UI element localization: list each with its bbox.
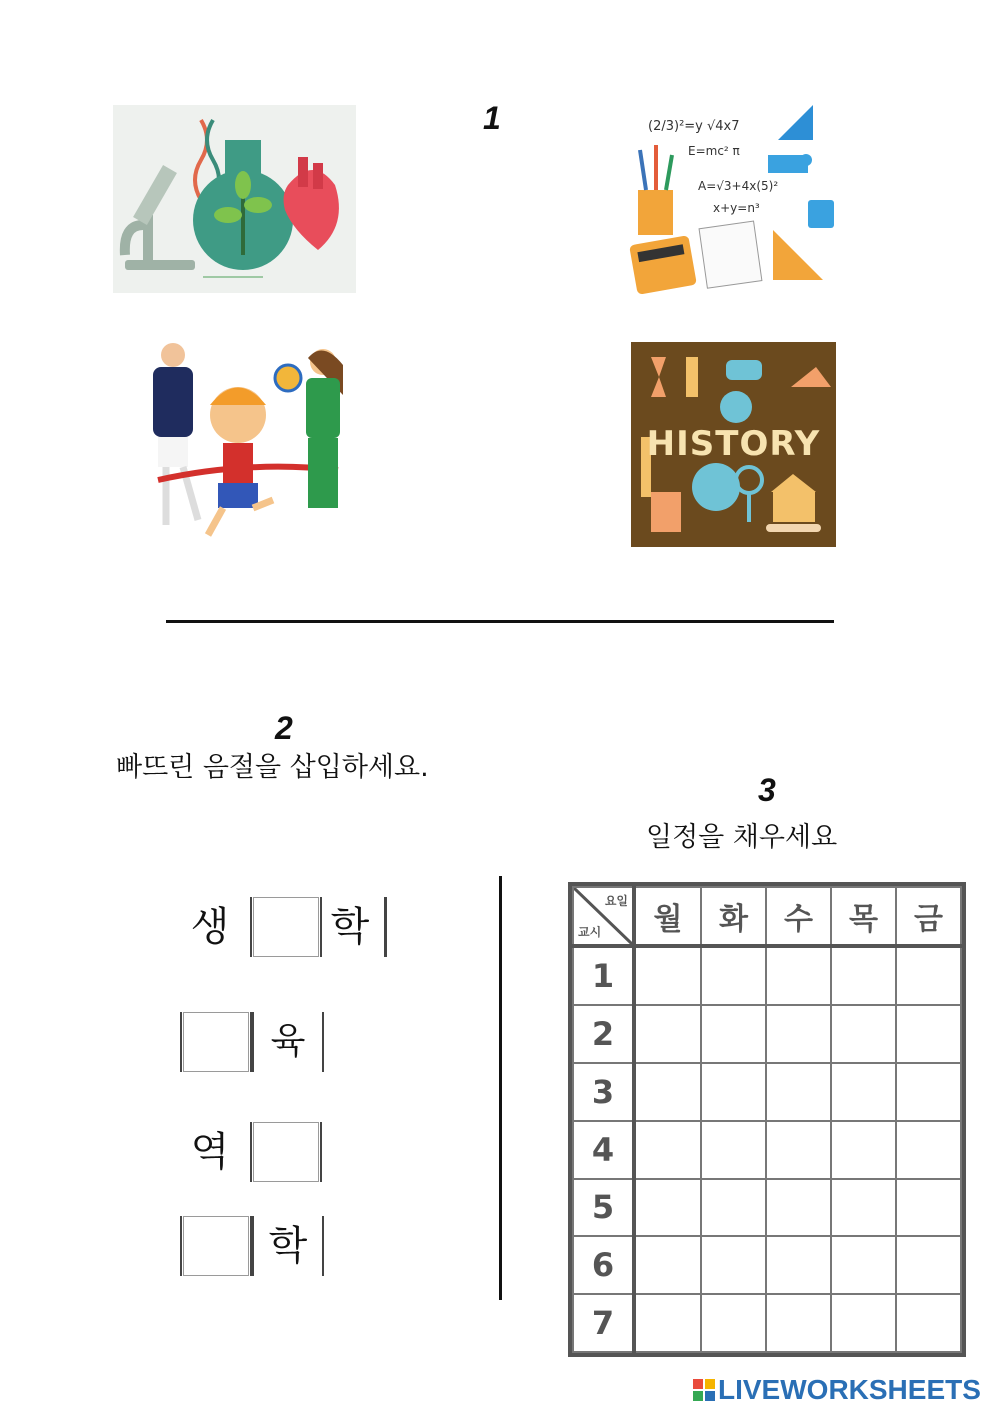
timetable-cell[interactable] — [896, 1179, 961, 1237]
timetable-cell[interactable] — [701, 1121, 766, 1179]
syllable-blank — [180, 1216, 252, 1276]
timetable-cell[interactable] — [701, 1179, 766, 1237]
timetable-cell[interactable] — [634, 1236, 701, 1294]
svg-text:x+y=n³: x+y=n³ — [713, 201, 760, 215]
section2-instruction: 빠뜨린 음절을 삽입하세요. — [116, 752, 429, 783]
question-number-3: 3 — [758, 772, 776, 808]
math-image — [628, 100, 848, 295]
corner-period-label: 교시 — [578, 925, 602, 939]
timetable-cell[interactable] — [896, 1294, 961, 1352]
syllable-blank — [180, 1012, 252, 1072]
period-row-4 — [573, 1121, 961, 1179]
science-image — [113, 105, 356, 293]
physical-education-image — [138, 340, 360, 545]
timetable-cell[interactable] — [831, 1294, 896, 1352]
syllable-cell — [252, 1216, 324, 1276]
timetable-cell[interactable] — [766, 946, 831, 1005]
period-row-2 — [573, 1005, 961, 1063]
day-header-thu: 목 — [831, 887, 896, 946]
timetable-cell[interactable] — [766, 1236, 831, 1294]
period-row-3 — [573, 1063, 961, 1121]
timetable-corner — [573, 887, 634, 946]
period-label: 3 — [573, 1063, 634, 1121]
period-label: 1 — [573, 946, 634, 1005]
timetable-cell[interactable] — [701, 946, 766, 1005]
syllable-text: 생 — [190, 904, 230, 950]
syllable-text: 육 — [270, 1021, 306, 1062]
syllable-cell — [252, 1012, 324, 1072]
timetable-cell[interactable] — [701, 1005, 766, 1063]
period-row-6 — [573, 1236, 961, 1294]
answer-input-2[interactable] — [183, 1012, 249, 1072]
period-label: 7 — [573, 1294, 634, 1352]
timetable-cell[interactable] — [701, 1063, 766, 1121]
syllable-text: 역 — [190, 1129, 230, 1175]
timetable-cell[interactable] — [634, 1005, 701, 1063]
answer-input-1[interactable] — [253, 897, 319, 957]
timetable-cell[interactable] — [766, 1063, 831, 1121]
timetable-cell[interactable] — [634, 946, 701, 1005]
timetable-cell[interactable] — [831, 1121, 896, 1179]
syllable-cell — [176, 897, 244, 957]
timetable-cell[interactable] — [896, 1236, 961, 1294]
timetable-cell[interactable] — [896, 1063, 961, 1121]
period-label: 5 — [573, 1179, 634, 1237]
answer-input-3[interactable] — [253, 1122, 319, 1182]
timetable-cell[interactable] — [766, 1005, 831, 1063]
svg-text:A=√3+4x(5)²: A=√3+4x(5)² — [698, 179, 779, 193]
syllable-cell — [316, 897, 387, 957]
horizontal-divider — [166, 620, 834, 623]
period-label: 4 — [573, 1121, 634, 1179]
syllable-cell — [176, 1122, 244, 1182]
timetable-cell[interactable] — [634, 1294, 701, 1352]
history-image — [631, 342, 836, 547]
svg-text:E=mc² π: E=mc² π — [688, 144, 740, 158]
timetable-cell[interactable] — [896, 1121, 961, 1179]
period-label: 2 — [573, 1005, 634, 1063]
timetable-cell[interactable] — [634, 1121, 701, 1179]
answer-input-4[interactable] — [183, 1216, 249, 1276]
question-number-2: 2 — [275, 710, 293, 746]
day-header-tue: 화 — [701, 887, 766, 946]
syllable-blank — [250, 1122, 322, 1182]
timetable-cell[interactable] — [831, 1005, 896, 1063]
question-number-1: 1 — [483, 100, 501, 136]
timetable-cell[interactable] — [831, 946, 896, 1005]
svg-text:(2/3)²=y √4x7: (2/3)²=y √4x7 — [648, 119, 740, 134]
timetable-cell[interactable] — [701, 1236, 766, 1294]
section3-instruction: 일정을 채우세요 — [646, 822, 838, 853]
syllable-text: 학 — [330, 904, 370, 950]
timetable-cell[interactable] — [701, 1294, 766, 1352]
timetable-cell[interactable] — [831, 1236, 896, 1294]
logo-mark-icon — [693, 1379, 715, 1401]
timetable-cell[interactable] — [766, 1294, 831, 1352]
timetable-cell[interactable] — [634, 1179, 701, 1237]
period-row-1 — [573, 946, 961, 1005]
timetable — [568, 882, 966, 1357]
vertical-divider — [499, 876, 502, 1300]
timetable-cell[interactable] — [831, 1063, 896, 1121]
day-header-wed: 수 — [766, 887, 831, 946]
period-label: 6 — [573, 1236, 634, 1294]
timetable-cell[interactable] — [896, 1005, 961, 1063]
syllable-blank — [250, 897, 322, 957]
timetable-cell[interactable] — [831, 1179, 896, 1237]
timetable-cell[interactable] — [634, 1063, 701, 1121]
timetable-cell[interactable] — [766, 1121, 831, 1179]
period-row-5 — [573, 1179, 961, 1237]
logo-wordmark: LIVEWORKSHEETS — [718, 1374, 981, 1405]
day-header-fri: 금 — [896, 887, 961, 946]
liveworksheets-logo[interactable] — [693, 1372, 981, 1408]
syllable-text: 학 — [268, 1223, 308, 1269]
timetable-cell[interactable] — [896, 946, 961, 1005]
timetable-cell[interactable] — [766, 1179, 831, 1237]
period-row-7 — [573, 1294, 961, 1352]
history-title-text: HISTORY — [646, 424, 821, 464]
corner-day-label: 요일 — [604, 894, 628, 908]
day-header-mon: 월 — [634, 887, 701, 946]
